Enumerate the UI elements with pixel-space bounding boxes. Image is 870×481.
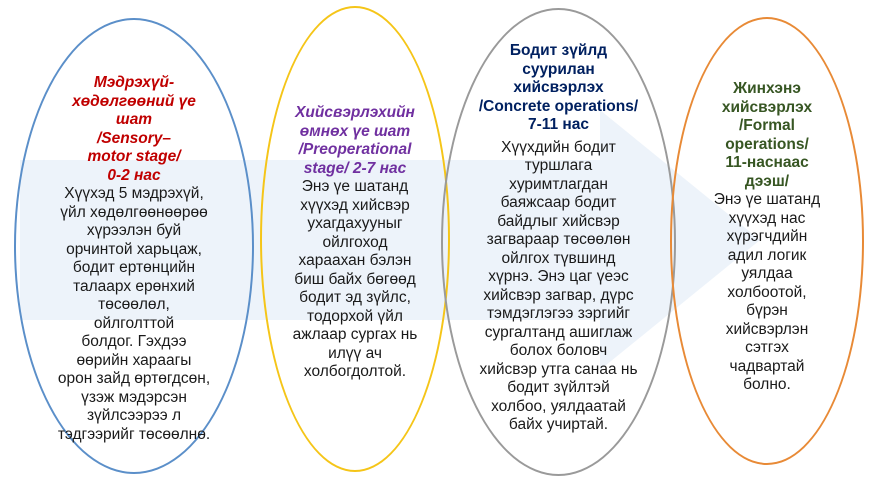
stage-description: Энэ үе шатанд хүүхэд нас хүрэгчдийн адил логик уялдаа холбоотой, бүрэн хийсвэрлэн сэтгэх чадвартай болно. — [713, 191, 821, 393]
stage-description: Хүүхдийн бодит туршлага хуримтлагдан баяжсаар бодит байдлыг хийсвэр загвараар төсөөлөн ойлгох түвшинд хүрнэ. Энэ цаг үеэс хийсвэр загвар, дүрс тэмдэглэгээ зэргийг сургалтанд ашиглаж болох боловч хийсвэр утга санаа нь бодит зүйлтэй холбоо, уялдаатай байх учиртай. — [479, 138, 638, 433]
stage-title: Жинхэнэ хийсвэрлэх /Formal operations/ 11-наснаас дээш/ — [721, 80, 813, 190]
stage-description: Энэ үе шатанд хүүхэд хийсвэр ухагдахууныг ойлгоход хараахан бэлэн биш байх бөгөөд бодит эд зүйлс, тодорхой үйл ажлаар сургах нь илүү ач холбогдолтой. — [292, 178, 418, 380]
stage-text-sensorimotor — [34, 74, 234, 444]
stage-description: Хүүхэд 5 мэдрэхүй, үйл хөдөлгөөнөөрөө хүрээлэн буй орчинтой харьцаж, бодит ертөнцийн талаарх ерөнхий төсөөлөл, ойлголттой болдог. Гэхдээ өөрийн хараагы орон зайд өртөгдсөн, үзэж мэдэрсэн зүйлсээрээ л тэдгээрийг төсөөлнө. — [57, 185, 211, 443]
stage-title: Мэдрэхүй- хөдөлгөөний үе шат /Sensory– motor stage/ 0-2 нас — [72, 74, 196, 184]
stage-text-preoperational — [262, 104, 448, 382]
stage-title: Бодит зүйлд суурилан хийсвэрлэх /Concrete operations/ 7-11 нас — [478, 42, 639, 133]
stage-text-formal — [683, 80, 851, 395]
stage-text-concrete — [456, 42, 661, 435]
stage-title: Хийсвэрлэхийн өмнөх үе шат /Preoperational stage/ 2-7 нас — [295, 104, 415, 177]
